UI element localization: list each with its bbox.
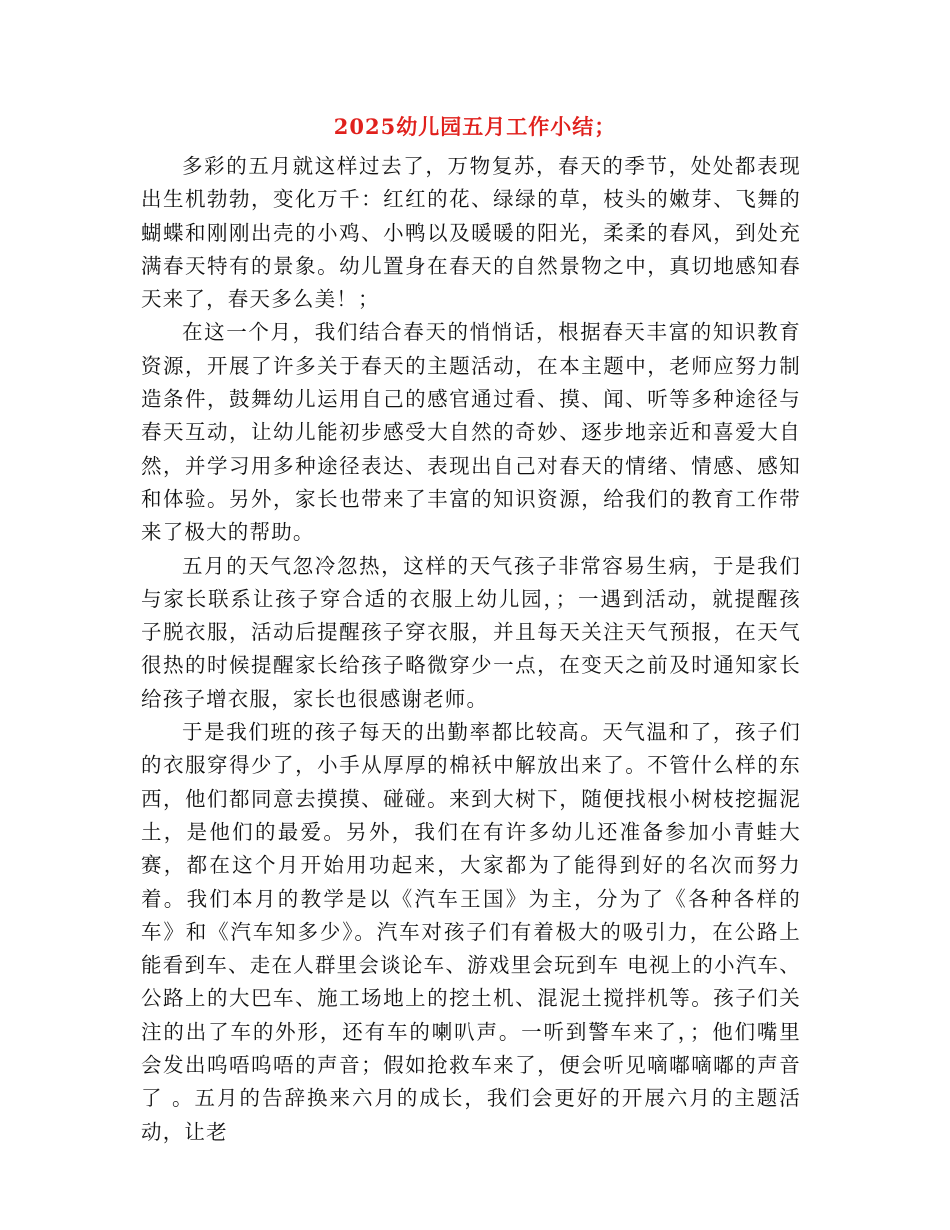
paragraph-spring-activities: 在这一个月，我们结合春天的悄悄话，根据春天丰富的知识教育资源，开展了许多关于春天的主题活动，在本主题中，老师应努力制造条件，鼓舞幼儿运用自己的感官通过看、摸、闻、听等多种途径与春天互动，让幼儿能初步感受大自然的奇妙、逐步地亲近和喜爱大自然，并学习用多种途径表达、表现出自己对春天的情绪、情感、感知和体验。另外，家长也带来了丰富的知识资源，给我们的教育工作带来了极大的帮助。: [141, 320, 801, 545]
paragraph-spring-scenery: 多彩的五月就这样过去了，万物复苏，春天的季节，处处都表现出生机勃勃，变化万千：红红的花、绿绿的草，枝头的嫩芽、飞舞的蝴蝶和刚刚出壳的小鸡、小鸭以及暖暖的阳光，柔柔的春风，到处充满春天特有的景象。幼儿置身在春天的自然景物之中，真切地感知春天来了，春天多么美！；: [141, 154, 801, 312]
paragraph-attendance-teaching: 于是我们班的孩子每天的出勤率都比较高。天气温和了，孩子们的衣服穿得少了，小手从厚厚的棉袄中解放出来了。不管什么样的东西，他们都同意去摸摸、碰碰。来到大树下，随便找根小树枝挖掘泥土，是他们的最爱。另外，我们在有许多幼儿还准备参加小青蛙大赛，都在这个月开始用功起来，大家都为了能得到好的名次而努力着。我们本月的教学是以《汽车王国》为主，分为了《各种各样的车》和《汽车知多少》。汽车对孩子们有着极大的吸引力，在公路上能看到车、走在人群里会谈论车、游戏里会玩到车 电视上的小汽车、公路上的大巴车、施工场地上的挖土机、混泥土搅拌机等。孩子们关注的出了车的外形，还有车的喇叭声。一听到警车来了，；他们嘴里会发出呜唔呜唔的声音；假如抢救车来了，便会听见嘀嘟嘀嘟的声音了 。五月的告辞换来六月的成长，我们会更好的开展六月的主题活动，让老: [141, 720, 801, 1144]
document-title: 2025幼儿园五月工作小结；: [333, 114, 617, 139]
document-body: [141, 150, 801, 1149]
paragraph-weather-care: 五月的天气忽冷忽热，这样的天气孩子非常容易生病，于是我们与家长联系让孩子穿合适的衣服上幼儿园，；一遇到活动，就提醒孩子脱衣服，活动后提醒孩子穿衣服，并且每天关注天气预报，在天气很热的时候提醒家长给孩子略微穿少一点，在变天之前及时通知家长给孩子增衣服，家长也很感谢老师。: [141, 553, 801, 711]
